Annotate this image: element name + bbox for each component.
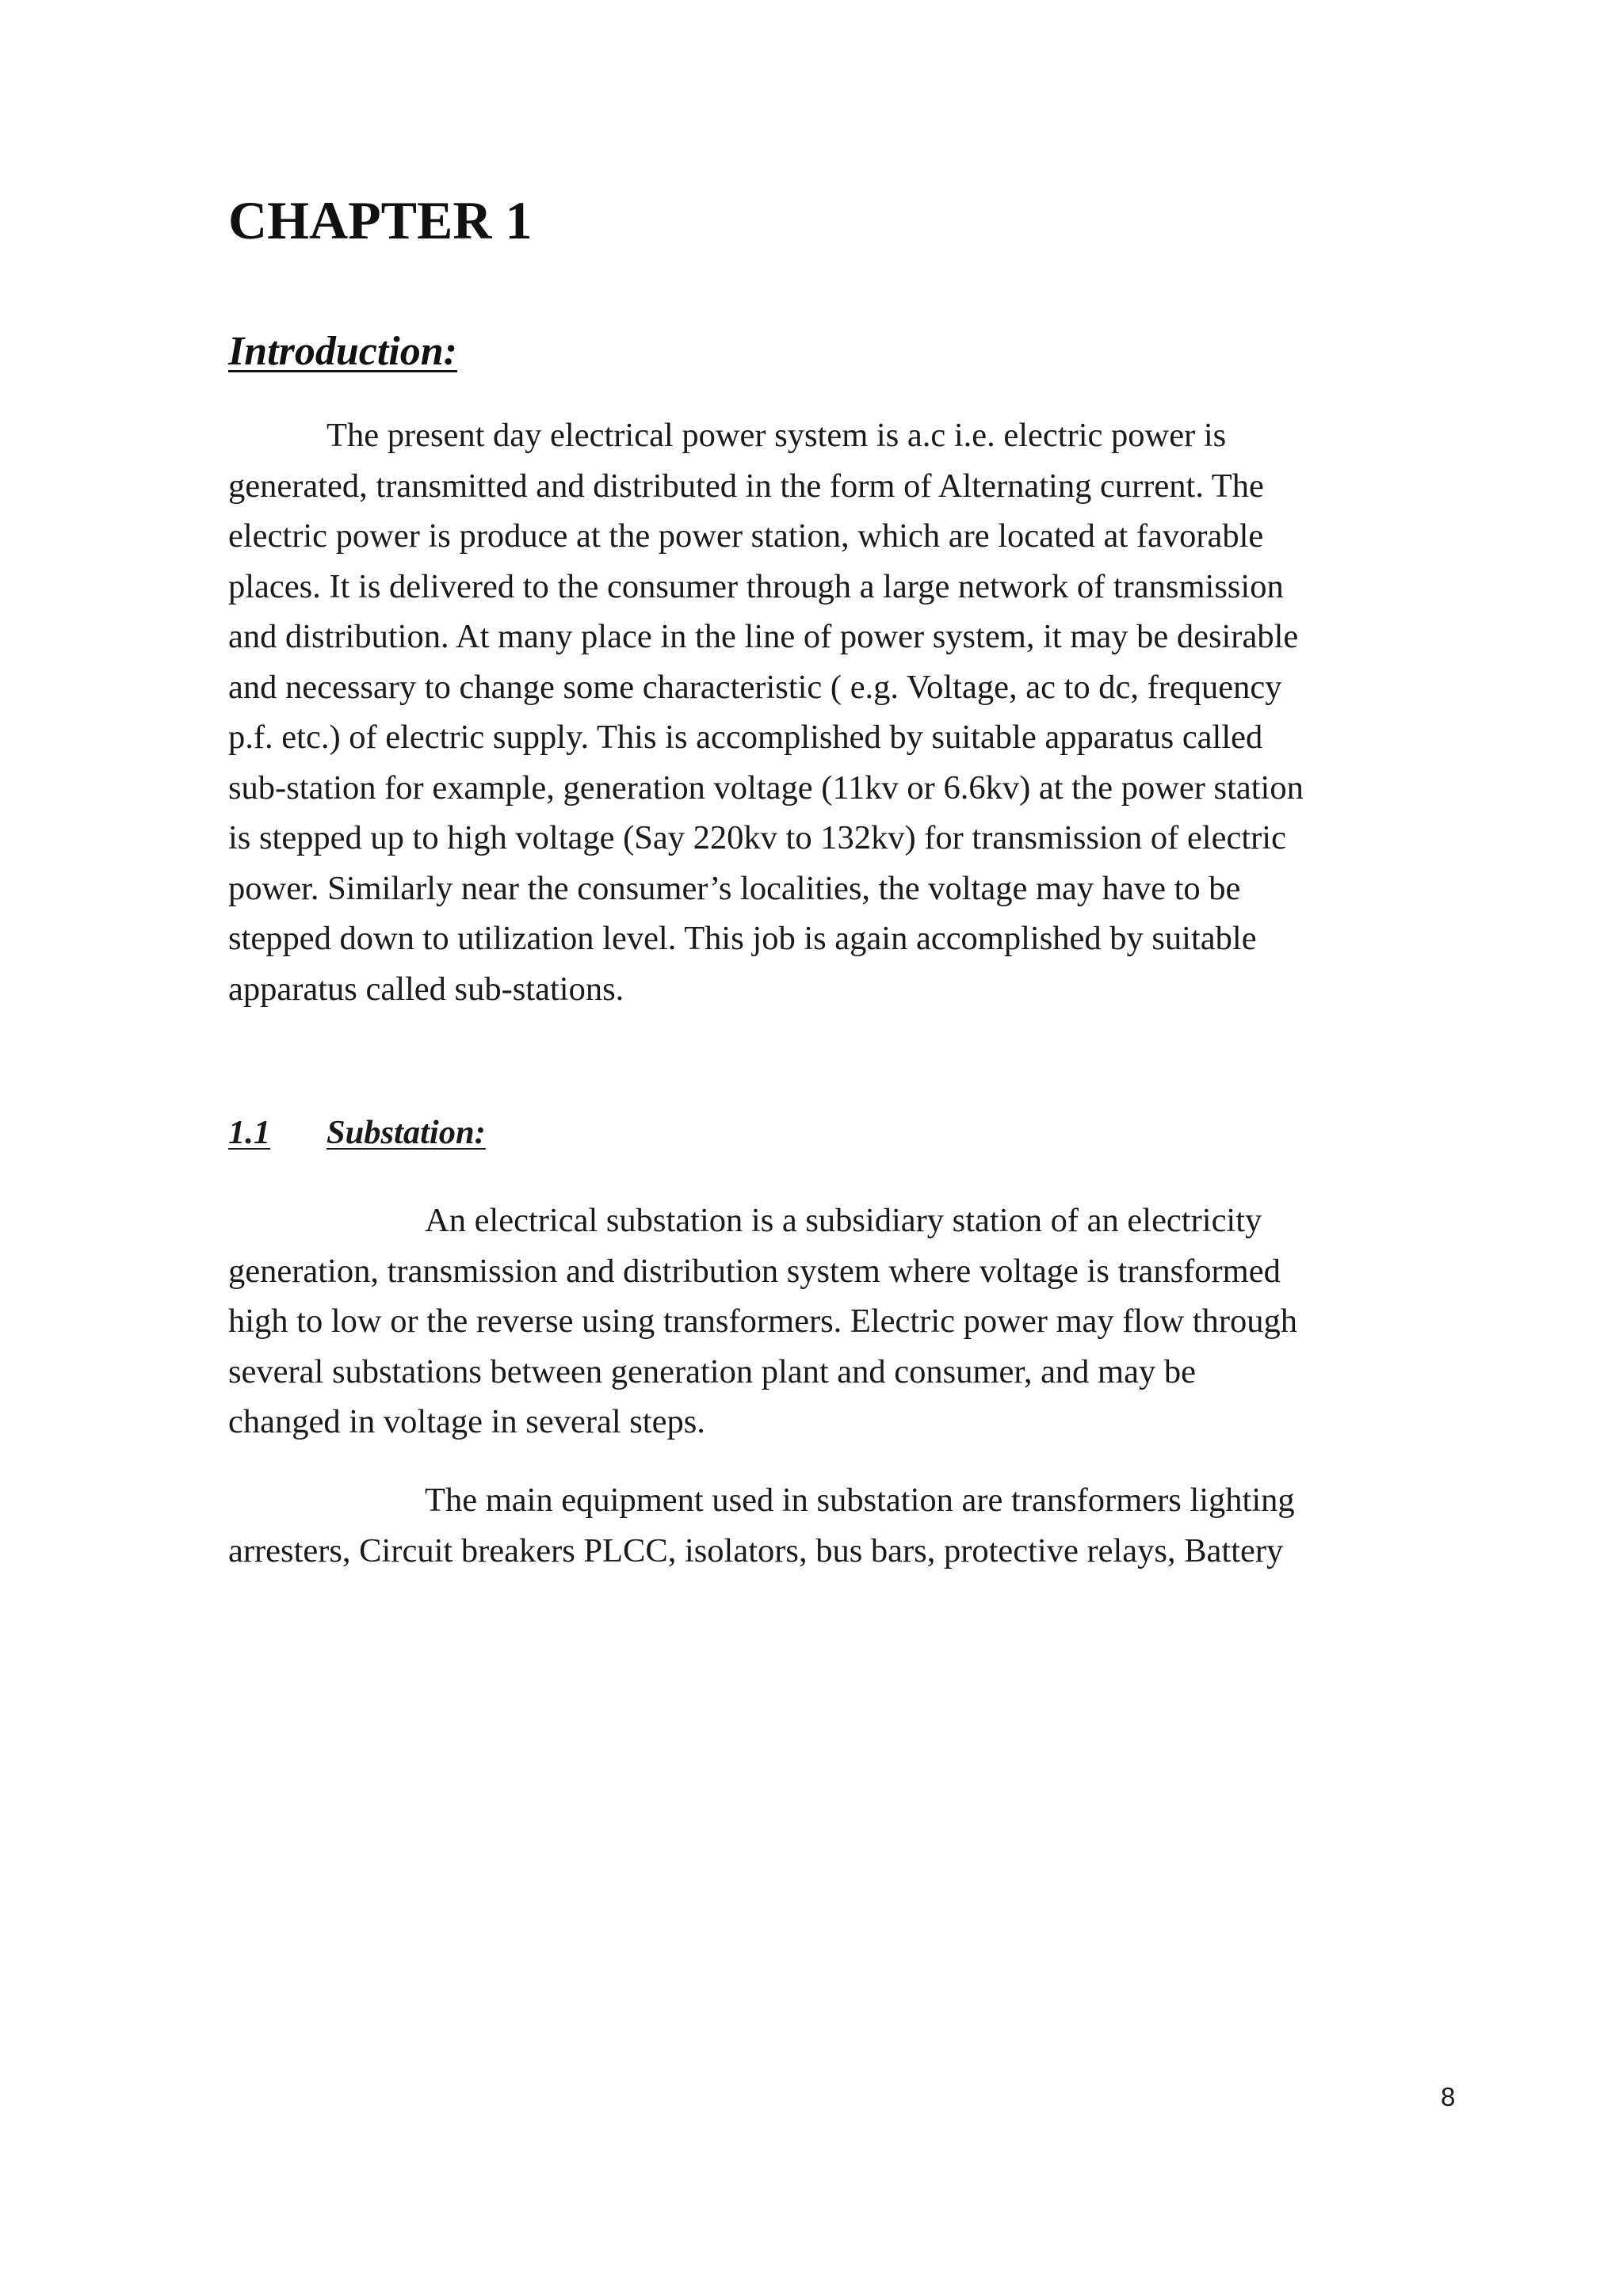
paragraph-line: high to low or the reverse using transformers. Electric power may flow through: [228, 1302, 1298, 1340]
paragraph-line: power. Similarly near the consumer’s localities, the voltage may have to be: [228, 869, 1241, 907]
substation-paragraph: [228, 1196, 1449, 1447]
paragraph-line: apparatus called sub-stations.: [228, 970, 624, 1008]
paragraph-line: several substations between generation plant and consumer, and may be: [228, 1352, 1196, 1390]
paragraph-line: is stepped up to high voltage (Say 220kv to 132kv) for transmission of electric: [228, 819, 1286, 856]
equipment-paragraph: [228, 1475, 1449, 1576]
introduction-heading: Introduction:: [228, 329, 457, 374]
paragraph-line: The present day electrical power system is a.c i.e. electric power is: [327, 417, 1227, 454]
paragraph-line: places. It is delivered to the consumer through a large network of transmission: [228, 567, 1284, 605]
chapter-title: CHAPTER 1: [228, 190, 533, 250]
section-title: Substation:: [327, 1114, 486, 1151]
paragraph-line: arresters, Circuit breakers PLCC, isolators, bus bars, protective relays, Battery: [228, 1531, 1284, 1569]
section-number: 1.1: [228, 1114, 271, 1151]
paragraph-line: An electrical substation is a subsidiary station of an electricity: [425, 1202, 1262, 1239]
paragraph-line: and necessary to change some characteristic ( e.g. Voltage, ac to dc, frequency: [228, 668, 1282, 706]
paragraph-line: electric power is produce at the power station, which are located at favorable: [228, 517, 1264, 555]
page-number: 8: [1441, 2082, 1456, 2111]
paragraph-line: generated, transmitted and distributed in the form of Alternating current. The: [228, 467, 1264, 505]
paragraph-line: stepped down to utilization level. This job is again accomplished by suitable: [228, 920, 1257, 957]
paragraph-line: changed in voltage in several steps.: [228, 1403, 705, 1440]
paragraph-line: generation, transmission and distribution system where voltage is transformed: [228, 1252, 1281, 1290]
paragraph-line: sub-station for example, generation voltage (11kv or 6.6kv) at the power station: [228, 769, 1304, 807]
introduction-paragraph: [228, 410, 1449, 1014]
paragraph-line: and distribution. At many place in the line of power system, it may be desirable: [228, 618, 1299, 655]
paragraph-line: The main equipment used in substation are transformers lighting: [425, 1482, 1295, 1519]
substation-heading: [228, 1112, 486, 1153]
paragraph-line: p.f. etc.) of electric supply. This is accomplished by suitable apparatus called: [228, 719, 1263, 756]
